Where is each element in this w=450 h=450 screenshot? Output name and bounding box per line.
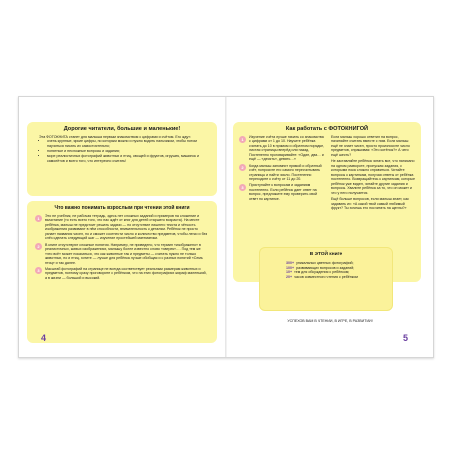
parents-body [27, 214, 217, 280]
stat-number: 10+ [286, 270, 293, 275]
parents-point [35, 214, 209, 241]
number-2-icon: 2 [239, 164, 246, 171]
number-1-icon: 1 [35, 215, 42, 222]
welcome-title: Дорогие читатели, большие и маленькие! [63, 126, 181, 132]
list-item: • понятные и несложные вопросы и задания; [47, 149, 205, 153]
closing-line: УСПЕХОВ ВАМ В ЧТЕНИИ, В ИГРЕ, В РАЗВИТИИ! [287, 319, 373, 323]
howto-step [239, 135, 325, 162]
stat-text: развивающих вопросов и заданий; [296, 265, 355, 270]
parents-point [35, 243, 209, 265]
howto-step [239, 183, 325, 201]
stat-number: 300+ [286, 261, 295, 265]
stat-number: 20+ [286, 275, 293, 280]
welcome-list [39, 139, 205, 163]
in-this-book-title: В ЭТОЙ книге [309, 252, 343, 257]
howto-step [239, 164, 325, 182]
number-1-icon: 1 [239, 136, 246, 143]
stat-text: тем для обсуждения с ребёнком; [294, 270, 350, 275]
stat-row [286, 275, 366, 280]
number-2-icon: 2 [35, 243, 42, 250]
book-fold [225, 97, 227, 357]
page-number-left: 4 [41, 333, 47, 343]
stat-text: уникальных цветных фотографий; [296, 261, 354, 265]
howto-title: Как работать с ФОТОКНИГОЙ [285, 126, 369, 132]
welcome-body [27, 135, 217, 163]
step-text: Приступайте к вопросам и заданиям постепенно. Если ребёнок дает ответ на вопрос, предложите ему проверить свой ответ по картинке. [249, 183, 317, 201]
page-number-right: 5 [403, 333, 409, 343]
book-spread [18, 96, 434, 358]
in-this-book-card [259, 247, 393, 311]
welcome-intro: Эта ФОТОКНИГА станет для малыша первым знакомством с цифрами и счётом. Его ждут: [39, 135, 191, 139]
welcome-card [27, 122, 217, 196]
number-3-icon: 3 [239, 184, 246, 191]
step-text: Когда малыш запомнит прямой и обратный счёт, попросите его самого пересчитывать страницы и найти число. Постепенно переходите к счёту от 11 до 20. [249, 163, 322, 182]
number-3-icon: 3 [35, 267, 42, 274]
howto-columns [233, 135, 421, 211]
stat-text: часов совместного чтения с ребёнком [294, 275, 358, 280]
point-text: В книге отсутствуют сложные понятия. Например, не приведено, что термин «изображено» в реалистичных, живых изображениях, малышу более известно слово «зверек»…. Под тем же «это всё» может показаться, что как животные так и предметы — считать нужно не только животных, но и птиц, хотите — лучше для ребёнка лучше обобщая и с разных понятий «Семь птиц» и так далее. [45, 242, 203, 265]
step-text: Изучение счёта лучше начать со знакомства с цифрами от 1 до 10. Научите ребёнка считать до 10 в прямом и обратном порядке, листая страницы вперёд или назад. Постепенно проговаривайте: «Один, два… и ещё — «десять», девять…» [249, 135, 325, 162]
parents-point [35, 267, 209, 280]
point-text: Это не учебник, не рабочая тетрадь, здесь нет сложных заданий и примеров на сложение и вычитание (то есть всего того, что нас ждёт от книг для детей старшего возраста). На месте ребёнка, малыш не предстоит решать задачи — но отсутствие лишнего текста и чёткость изображения развивают в нём способности, внимательность к деталям. Ребёнок не просто узнает названия чисел, но и сможет соотнести число и количество предметов, чтобы легко и без слёз сделать следующий шаг — изучение простейшей математики. [45, 214, 208, 241]
stats-list [260, 261, 392, 280]
howto-col-right [331, 135, 415, 211]
parents-card [27, 201, 217, 343]
howto-col-left [239, 135, 325, 211]
list-item: • море реалистичных фотографий животных и птиц, овощей и фруктов, игрушек, машинок и самолётов и всего того, что интересно считать! [47, 154, 205, 163]
howto-paragraph: Ещё больше вопросов, если малыш знает, как задавать их: «А какой твой самый любимый фрукт? Ты хочешь его посчитать на щеглы?» [331, 197, 409, 211]
howto-paragraph: Не заставляйте ребёнка читать все, что написано на одном развороте, пропуская задания, с которыми пока сложно справиться. Читайте вопросы к картинкам, получая ответы от ребёнка постепенно. Возвращайтесь к картинкам, которые ребёнок уже видел, читайте другие задания и вопросы. Хвалите ребёнка за то, что он может и что у него получается. [331, 159, 416, 195]
parents-title: Что важно понимать взрослым при чтении этой книги [54, 205, 190, 211]
list-item: • очень крупные, яркие цифры, по которым можно и нужно водить пальчиком, чтобы потом научиться писать их самостоятельно; [47, 139, 205, 148]
stat-number: 100+ [286, 265, 295, 270]
howto-paragraph: Если малыш хорошо ответил на вопрос, начинайте считать вместе с ним. Если малыш ещё не знает чисел, просто произносите число предметов, спрашивая: «Это котёнок?» А чего ещё шесть? [331, 135, 410, 157]
point-text: Масштаб фотографий на странице не всегда соответствует реальным размерам животных и предметов, поэтому сразу проговорите с ребёнком, что на этих фотографиях жираф маленький, а в жизни — большой и высокий. [45, 266, 207, 280]
